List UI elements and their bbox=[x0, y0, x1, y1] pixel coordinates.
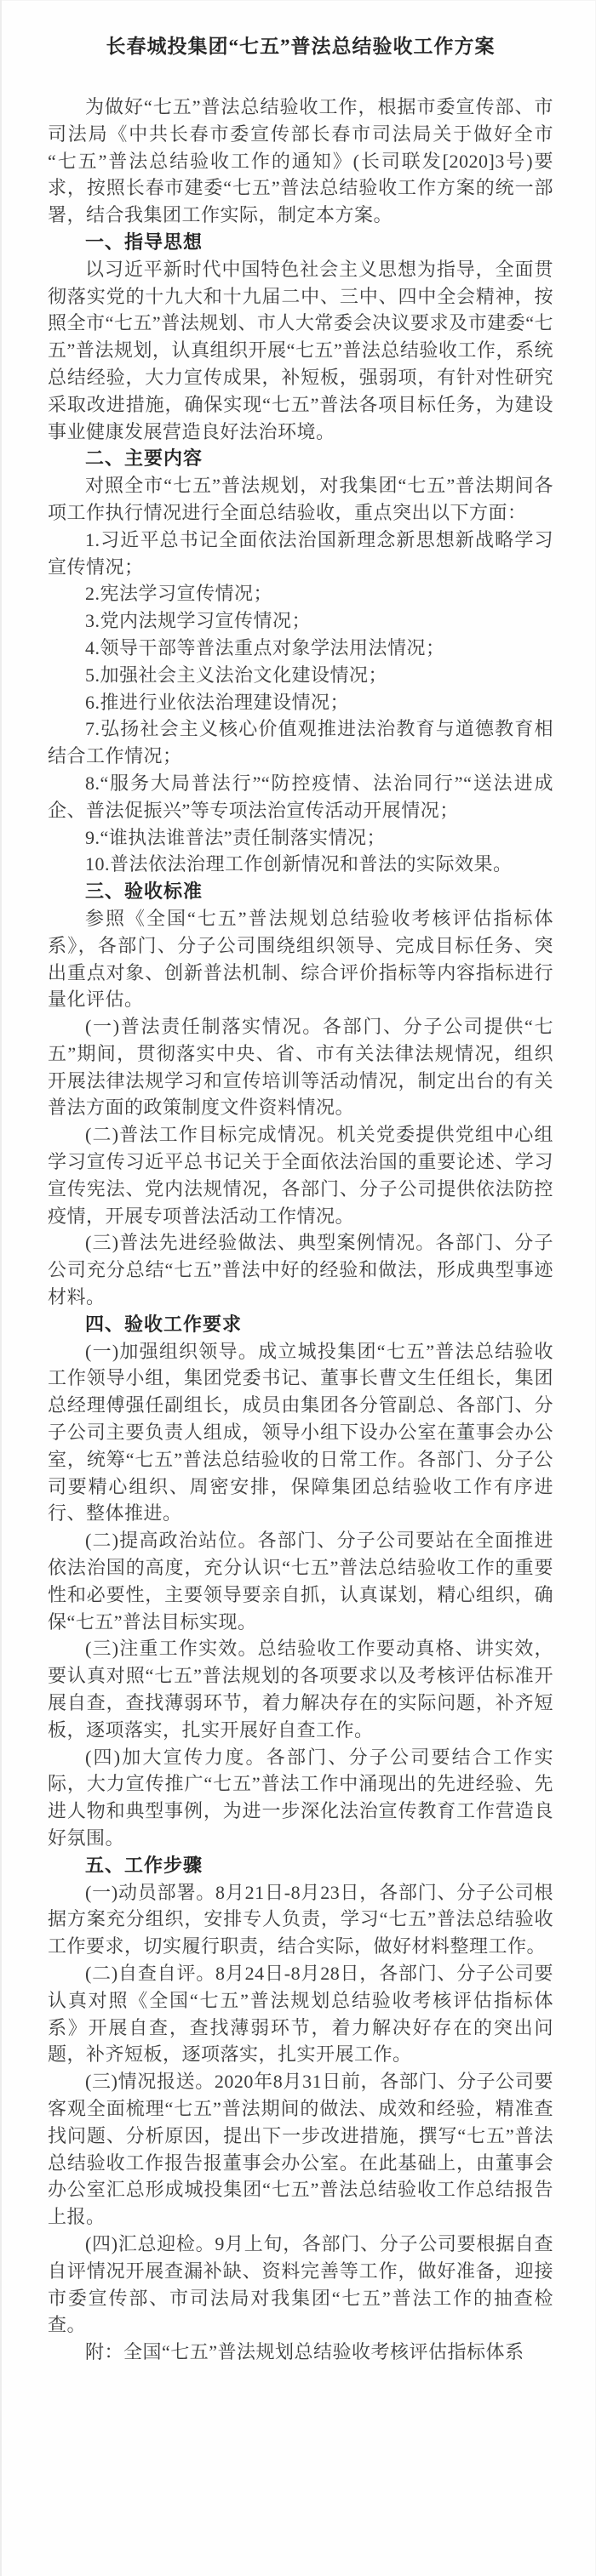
paragraph: (二)自查自评。8月24日-8月28日，各部门、分子公司要认真对照《全国“七五”普法规划总结验收考核评估指标体系》开展自查，查找薄弱环节，着力解决好存在的突出问题，补齐短板，逐项落实，扎实开展工作。 bbox=[48, 1962, 553, 2066]
paragraph: (二)普法工作目标完成情况。机关党委提供党组中心组学习宣传习近平总书记关于全面依法治国的重要论述、学习宣传宪法、党内法规情况，各部门、分子公司提供依法防控疫情，开展专项普法活动工作情况。 bbox=[48, 1124, 553, 1227]
paragraph: (三)普法先进经验做法、典型案例情况。各部门、分子公司充分总结“七五”普法中好的经验和做法，形成典型事迹材料。 bbox=[48, 1232, 553, 1308]
paragraph: 为做好“七五”普法总结验收工作，根据市委宣传部、市司法局《中共长春市委宣传部长春市司法局关于做好全市“七五”普法总结验收工作的通知》(长司联发[2020]3号)要求，按照长春市建委“七五”普法总结验收工作方案的统一部署，结合我集团工作实际，制定本方案。 bbox=[48, 96, 553, 226]
paragraph: 3.党内法规学习宣传情况； bbox=[85, 610, 312, 632]
paragraph: (一)加强组织领导。成立城投集团“七五”普法总结验收工作领导小组，集团党委书记、董事长曹文生任组长，集团总经理傅强任副组长，成员由集团各分管副总、各部门、分子公司主要负责人组成，领导小组下设办公室在董事会办公室，统筹“七五”普法总结验收的日常工作。各部门、分子公司要精心组织、周密安排，保障集团总结验收工作有序进行、整体推进。 bbox=[48, 1340, 553, 1525]
paragraph: 4.领导干部等普法重点对象学法用法情况； bbox=[85, 636, 445, 658]
paragraph: 1.习近平总书记全面依法治国新理念新思想新战略学习宣传情况； bbox=[48, 528, 553, 578]
paragraph: (三)注重工作实效。总结验收工作要动真格、讲实效，要认真对照“七五”普法规划的各项要求以及考核评估标准开展自查，查找薄弱环节，着力解决存在的实际问题，补齐短板，逐项落实，扎实开展好自查工作。 bbox=[48, 1638, 553, 1741]
paragraph: 以习近平新时代中国特色社会主义思想为指导，全面贯彻落实党的十九大和十九届二中、三中、四中全会精神，按照全市“七五”普法规划、市人大常委会决议要求及市建委“七五”普法规划，认真组织开展“七五”普法总结验收工作，系统总结经验，大力宣传成果，补短板，强弱项，有针对性研究采取改进措施，确保实现“七五”普法各项目标任务，为建设事业健康发展营造良好法治环境。 bbox=[48, 258, 553, 442]
section-heading: 五、工作步骤 bbox=[85, 1854, 203, 1876]
paragraph: 参照《全国“七五”普法规划总结验收考核评估指标体系》，各部门、分子公司围绕组织领导、完成目标任务、突出重点对象、创新普法机制、综合评价指标等内容指标进行量化评估。 bbox=[48, 907, 553, 1011]
paragraph: 5.加强社会主义法治文化建设情况； bbox=[85, 664, 388, 686]
section-heading: 一、指导思想 bbox=[85, 231, 203, 253]
section-heading: 四、验收工作要求 bbox=[85, 1313, 243, 1335]
section-heading: 二、主要内容 bbox=[85, 447, 203, 470]
paragraph: (二)提高政治站位。各部门、分子公司要站在全面推进依法治国的高度，充分认识“七五”普法总结验收工作的重要性和必要性，主要领导要亲自抓，认真谋划，精心组织，确保“七五”普法目标实现。 bbox=[48, 1530, 553, 1633]
paragraph: 9.“谁执法谁普法”责任制落实情况； bbox=[85, 826, 387, 848]
paragraph: (四)汇总迎检。9月上旬，各部门、分子公司要根据自查自评情况开展查漏补缺、资料完善等工作，做好准备，迎接市委宣传部、市司法局对我集团“七五”普法工作的抽查检查。 bbox=[48, 2232, 553, 2336]
paragraph: 附：全国“七五”普法规划总结验收考核评估指标体系 bbox=[85, 2341, 524, 2363]
paragraph: 8.“服务大局普法行”“防控疫情、法治同行”“送法进成企、普法促振兴”等专项法治宣传活动开展情况； bbox=[48, 772, 553, 821]
paragraph: (三)情况报送。2020年8月31日前，各部门、分子公司要客观全面梳理“七五”普法期间的做法、成效和经验，精准查找问题、分析原因，提出下一步改进措施，撰写“七五”普法总结验收工作报告报董事会办公室。在此基础上，由董事会办公室汇总形成城投集团“七五”普法总结验收工作总结报告上报。 bbox=[48, 2071, 553, 2228]
paragraph: (一)动员部署。8月21日-8月23日，各部门、分子公司根据方案充分组织，安排专人负责，学习“七五”普法总结验收工作要求，切实履行职责，结合实际，做好材料整理工作。 bbox=[48, 1881, 553, 1958]
paragraph: (四)加大宣传力度。各部门、分子公司要结合工作实际，大力宣传推广“七五”普法工作中涌现出的先进经验、先进人物和典型事例，为进一步深化法治宣传教育工作营造良好氛围。 bbox=[48, 1746, 553, 1849]
paragraph: 10.普法依法治理工作创新情况和普法的实际效果。 bbox=[85, 853, 513, 875]
section-heading: 三、验收标准 bbox=[85, 881, 203, 903]
paragraph: 对照全市“七五”普法规划，对我集团“七五”普法期间各项工作执行情况进行全面总结验收，重点突出以下方面： bbox=[48, 475, 553, 523]
paragraph: (一)普法责任制落实情况。各部门、分子公司提供“七五”期间，贯彻落实中央、省、市有关法律法规情况，组织开展法律法规学习和宣传培训等活动情况，制定出台的有关普法方面的政策制度文件资料情况。 bbox=[48, 1016, 553, 1119]
document-body bbox=[48, 94, 553, 2366]
paragraph: 2.宪法学习宣传情况； bbox=[85, 583, 273, 605]
paragraph: 7.弘扬社会主义核心价值观推进法治教育与道德教育相结合工作情况； bbox=[48, 718, 553, 767]
paragraph: 6.推进行业依法治理建设情况； bbox=[85, 691, 350, 713]
document-title: 长春城投集团“七五”普法总结验收工作方案 bbox=[106, 36, 496, 57]
